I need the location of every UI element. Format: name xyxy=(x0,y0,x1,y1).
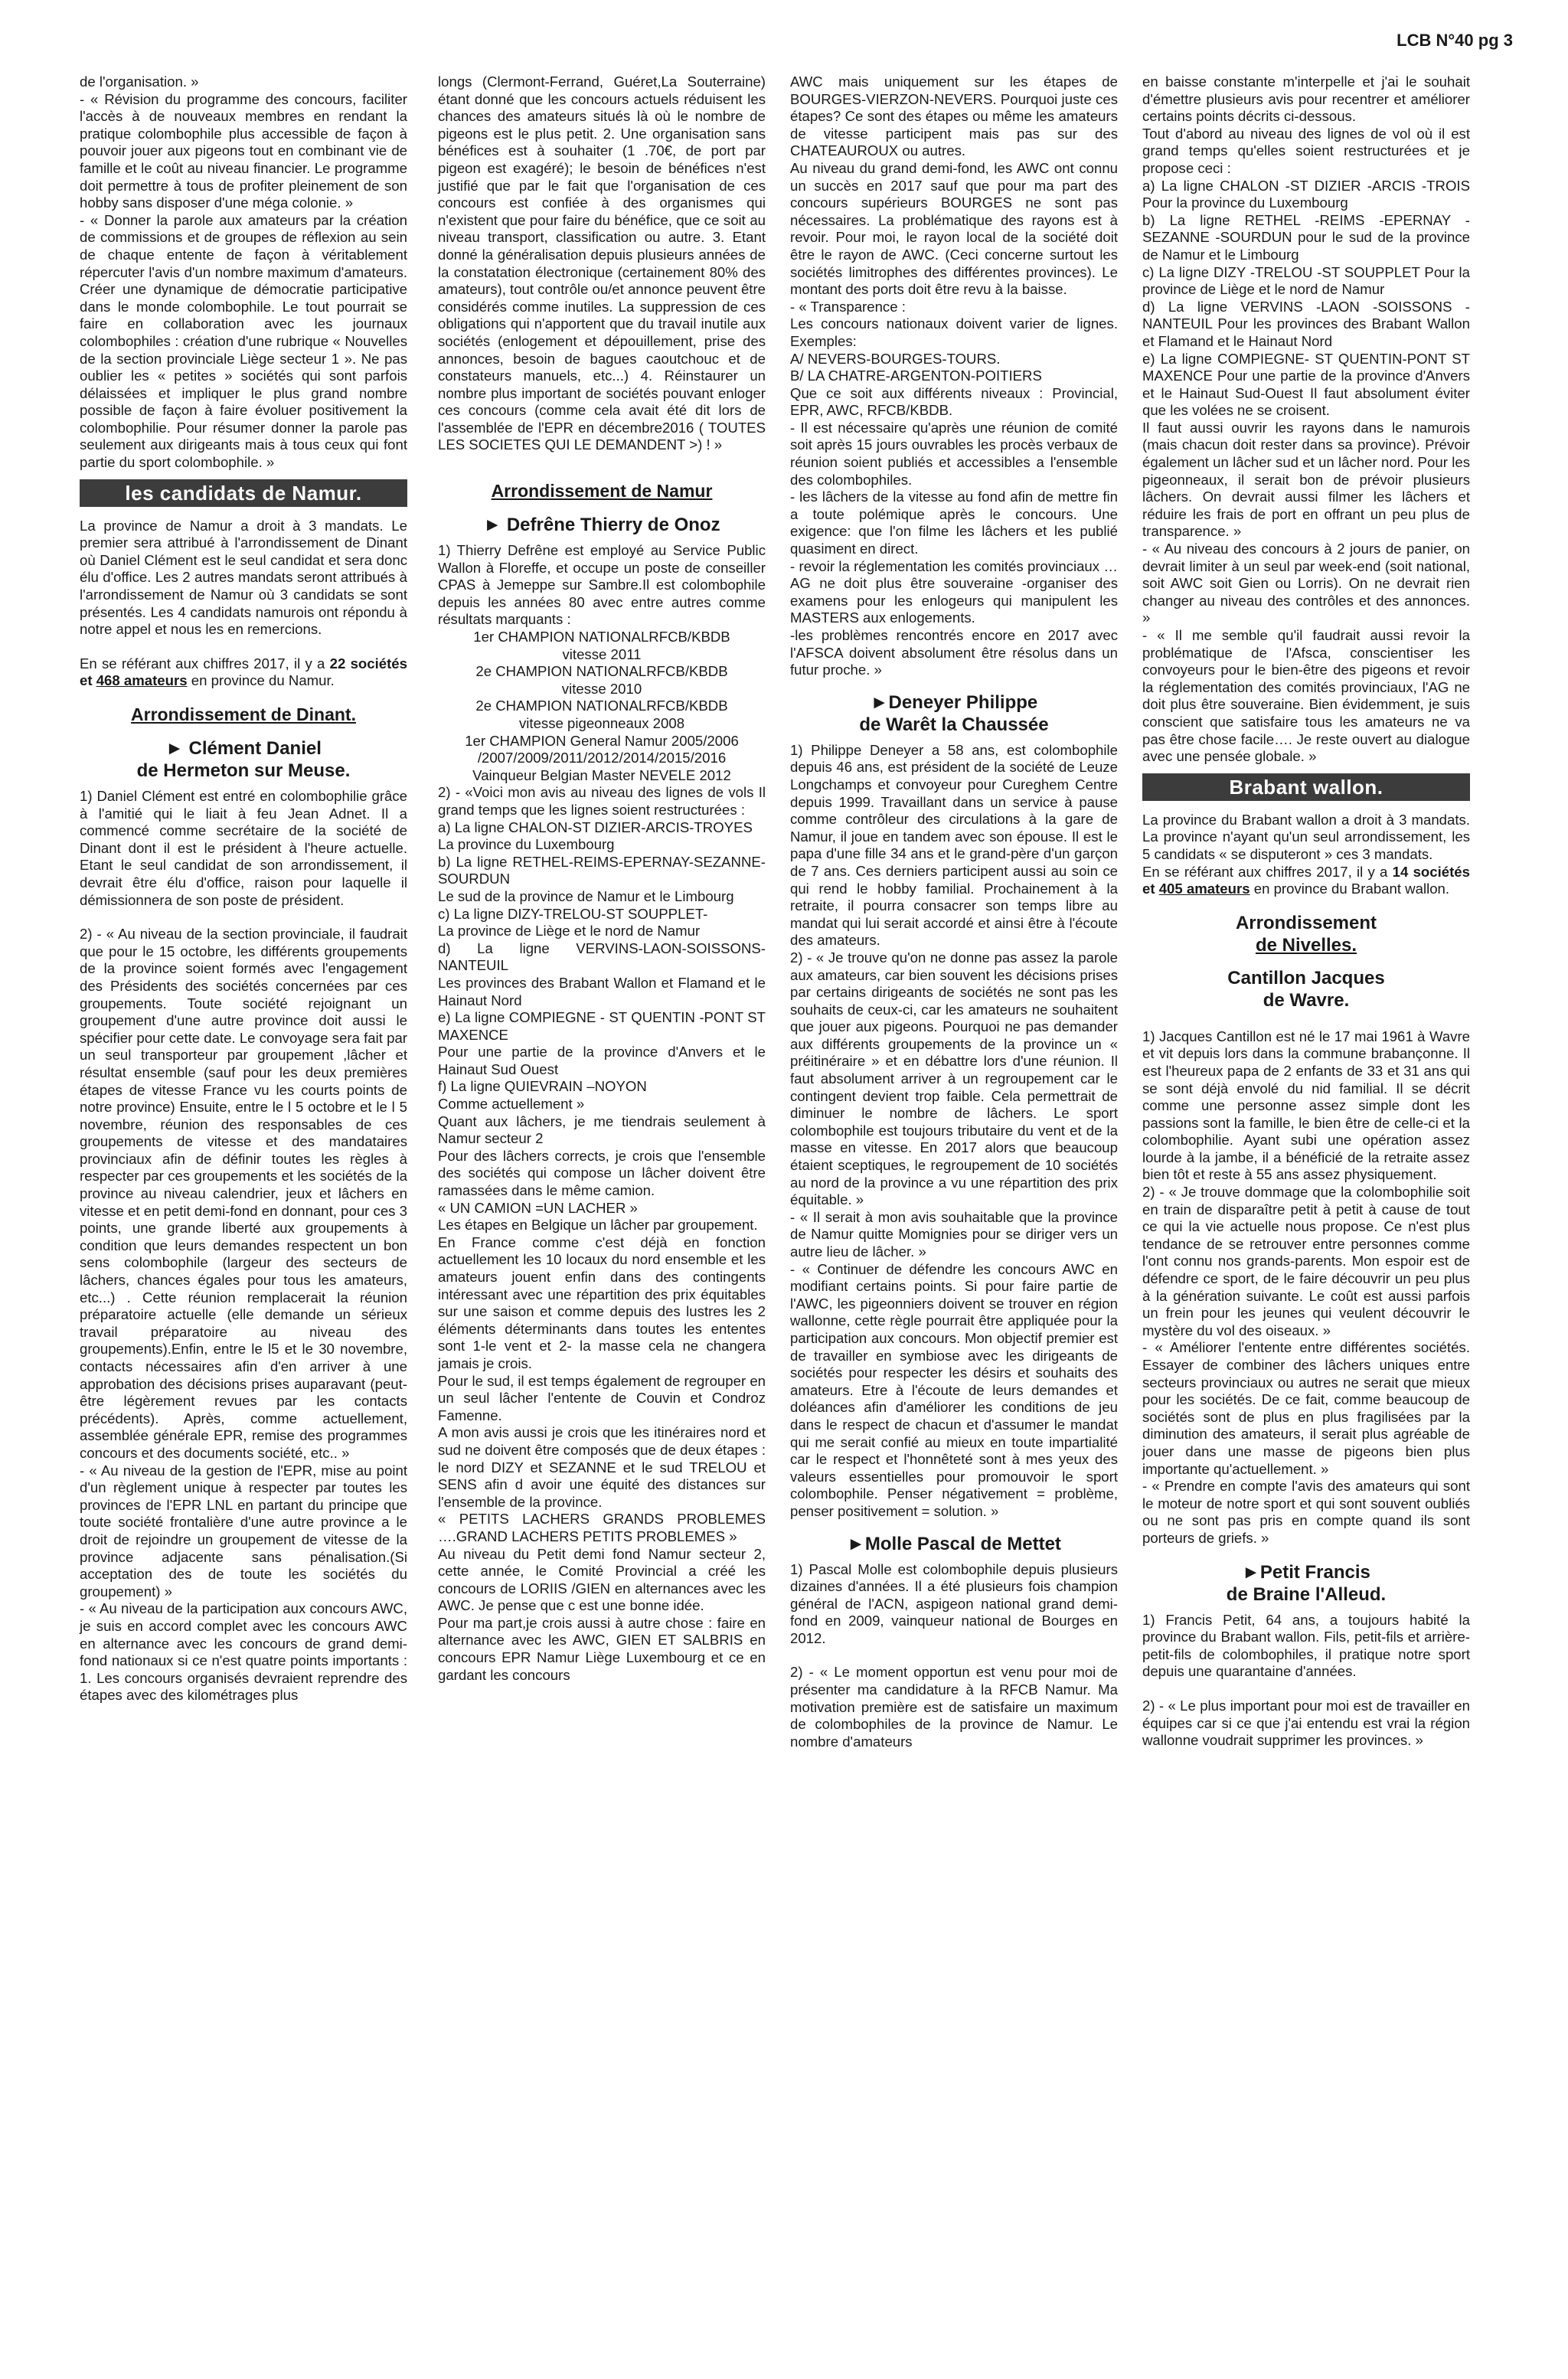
candidate-title xyxy=(1142,967,1470,1011)
section-banner-namur: les candidats de Namur. xyxy=(80,479,407,507)
candidate-name: ►Deneyer Philippe xyxy=(870,691,1038,713)
candidate-title xyxy=(80,737,407,782)
paragraph: A mon avis aussi je crois que les itinéraires nord et sud ne doivent être composés que de deux étapes : le nord DIZY et SEZANNE et le sud TRELOU et SENS afin d avoir une équité des distances sur l'ensemble de la province. xyxy=(438,1424,766,1510)
paragraph: « UN CAMION =UN LACHER » xyxy=(438,1199,638,1216)
paragraph: 1) Francis Petit, 64 ans, a toujours habité la province du Brabant wallon. Fils, petit-fils et arrière-petit-fils de colombophiles, il pratique notre sport depuis une quarantaine d'années. xyxy=(1142,1611,1470,1680)
candidate-name: ►Petit Francis xyxy=(1242,1561,1370,1583)
paragraph: - « Il me semble qu'il faudrait aussi revoir la problématique de l'Afsca, conscientiser les convoyeurs pour le bien-être des pigeons et revoir la réglementation des comités provinciaux, l'AG ne doit plus être souveraine. Bien évidemment, je suis conscient que satisfaire tous les amateurs ne va pas être chose facile…. Je reste ouvert au dialogue avec une pensée globale. » xyxy=(1142,627,1470,765)
paragraph: 1) Daniel Clément est entré en colombophilie grâce à l'amitié qui le liait à feu Jean Adnet. Il a commencé comme secrétaire de la société de Dinant dont il est le président à l'heure actuelle. Etant le seul candidat de son arrondissement, il devrait être élu d'office, raison pour laquelle il démissionnera de son poste de président. xyxy=(80,788,407,908)
line-item: c) La ligne DIZY-TRELOU-ST SOUPPLET- xyxy=(438,905,708,922)
paragraph: 1) Pascal Molle est colombophile depuis plusieurs dizaines d'années. Il a été plusieurs fois champion général de l'ACN, aspigeon national grand demi-fond en 2009, vainqueur national de Bourges en 2012. xyxy=(790,1560,1118,1646)
societies-count: 14 sociétés xyxy=(1392,863,1470,880)
line-item: e) La ligne COMPIEGNE- ST QUENTIN-PONT ST MAXENCE Pour une partie de la province d'Anvers et le Hainaut Sud-Ouest Il faut absolument éviter que les volées ne se croisent. xyxy=(1142,350,1470,419)
result-line: 1er CHAMPION NATIONALRFCB/KBDB xyxy=(473,629,730,645)
text: En se référant aux chiffres 2017, il y a xyxy=(80,655,330,672)
arrondissement-title: Arrondissement de Dinant. xyxy=(131,704,356,724)
text: et xyxy=(80,672,96,689)
amateurs-count: 405 amateurs xyxy=(1158,881,1250,897)
line-item: Le sud de la province de Namur et le Limbourg xyxy=(438,887,734,904)
result-line: Vainqueur Belgian Master NEVELE 2012 xyxy=(472,766,731,783)
amateurs-count: 468 amateurs xyxy=(96,672,188,689)
paragraph: Quant aux lâchers, je me tiendrais seulement à Namur secteur 2 xyxy=(438,1113,766,1147)
paragraph: 2) - « Je trouve dommage que la colombophilie soit en train de disparaître petit à petit à cause de tout ce qui la vie actuelle nous propose. Ce n'est plus tendance de se retrouver entre personnes comme l'ont connu nos grands-parents. Mon espoir est de défendre ce sport, de le faire découvrir un peu plus à la génération suivante. Le coût est aussi parfois un frein pour les jeunes qui veulent découvrir le mystère du vol des oiseaux. » xyxy=(1142,1184,1470,1338)
paragraph: « PETITS LACHERS GRANDS PROBLEMES ….GRAND LACHERS PETITS PROBLEMES » xyxy=(438,1511,766,1544)
section-banner-brabant: Brabant wallon. xyxy=(1142,773,1470,801)
candidate-title: ► Defrêne Thierry de Onoz xyxy=(483,515,720,536)
societies-count: 22 sociétés xyxy=(329,655,407,672)
candidate-title xyxy=(790,691,1118,736)
line-item: Comme actuellement » xyxy=(438,1096,585,1113)
paragraph: 2) - « Le moment opportun est venu pour moi de présenter ma candidature à la RFCB Namur. Ma motivation première est de satisfaire un maximum de colombophiles de la province de Namur. Le nombre d'amateurs xyxy=(790,1664,1118,1750)
line-item: Les provinces des Brabant Wallon et Flamand et le Hainaut Nord xyxy=(438,974,766,1008)
candidate-town: de Wavre. xyxy=(1263,989,1350,1011)
result-line: 2e CHAMPION NATIONALRFCB/KBDB xyxy=(475,698,728,714)
line-item: La province du Luxembourg xyxy=(438,836,615,853)
paragraph: La province du Brabant wallon a droit à 3 mandats. La province n'ayant qu'un seul arrondissement, les 5 candidats « se disputeront » ces 3 mandats. xyxy=(1142,811,1470,862)
column-4 xyxy=(1142,74,1470,1750)
candidate-title xyxy=(1142,1561,1470,1606)
paragraph: - « Prendre en compte l'avis des amateurs qui sont le moteur de notre sport et qui sont souvent oubliés ou ne sont pas pris en compte quand ils sont porteurs de griefs. » xyxy=(1142,1478,1470,1546)
paragraph: 1) Jacques Cantillon est né le 17 mai 1961 à Wavre et vit depuis lors dans la commune brabançonne. Il est l'heureux papa de 2 enfants de 33 et 31 ans qui se sont déjà envolé du nid familial. Il se décrit comme une personne assez simple dont les passions sont la famille, le bien être de celle-ci et la colombophilie. Ayant subi une opération assez lourde à la jambe, il a bénéficié de la retraite assez bien tôt et reste à 55 ans assez physiquement. xyxy=(1142,1028,1470,1183)
paragraph: 2) - « Le plus important pour moi est de travailler en équipes car si ce que j'ai entendu est vrai la région wallonne voudrait supprimer les provinces. » xyxy=(1142,1697,1470,1749)
paragraph: - Il est nécessaire qu'après une réunion de comité soit après 15 jours ouvrables les procès verbaux de réunion soient publiés et accessibles a l'ensemble des colombophiles. xyxy=(790,419,1118,488)
line-item: La province de Liège et le nord de Namur xyxy=(438,923,701,940)
page-label: LCB N°40 pg 3 xyxy=(1396,31,1513,50)
line-item: b) La ligne RETHEL -REIMS -EPERNAY -SEZANNE -SOURDUN pour le sud de la province de Namur et le Limbourg xyxy=(1142,211,1470,263)
result-line: vitesse 2010 xyxy=(561,680,642,697)
arrondissement-name: de Nivelles. xyxy=(1255,934,1357,956)
line-item: e) La ligne COMPIEGNE - ST QUENTIN -PONT ST MAXENCE xyxy=(438,1009,766,1043)
paragraph: - « Il serait à mon avis souhaitable que la province de Namur quitte Momignies pour se diriger vers un autre lieu de lâcher. » xyxy=(790,1208,1118,1260)
paragraph: - « Améliorer l'entente entre différentes sociétés. Essayer de combiner des lâchers uniques entre secteurs provinciaux ou autres ne serait que mieux pour les sociétés. De ce fait, comme beaucoup de sociétés sont de plus en plus fragilisées par la diminution des amateurs, il serait plus agréable de jouer dans une masse de pigeons bien plus importante qu'actuellement. » xyxy=(1142,1339,1470,1477)
candidate-town: de Hermeton sur Meuse. xyxy=(136,760,351,781)
result-line: vitesse pigeonneaux 2008 xyxy=(518,715,685,731)
result-line: 2e CHAMPION NATIONALRFCB/KBDB xyxy=(475,663,728,680)
arrondissement-name: Arrondissement xyxy=(1235,912,1377,933)
text: en province du Namur. xyxy=(187,672,335,689)
paragraph: Pour ma part,je crois aussi à autre chose : faire en alternance avec les AWC, GIEN ET SALBRIS en concours EPR Namur Liège Luxembourg et ce en gardant les concours xyxy=(438,1614,766,1683)
paragraph: - revoir la réglementation les comités provinciaux …AG ne doit plus être souveraine -organiser des examens pour les enlogeurs qui manipulent les MASTERS aux enlogements. xyxy=(790,557,1118,626)
line-item: b) La ligne RETHEL-REIMS-EPERNAY-SEZANNE-SOURDUN xyxy=(438,853,766,887)
paragraph: En France comme c'est déjà en fonction actuellement les 10 locaux du nord ensemble et les amateurs jouent enfin dans des contingents intéressant avec une répartition des prix équitables sur une saison et comme depuis des lustres les 2 éléments déterminants dans toutes les ententes sont 1-le vent et 2- la masse cela ne changera jamais je crois. xyxy=(438,1234,766,1371)
paragraph: 1) Thierry Defrêne est employé au Service Public Wallon à Floreffe, et occupe un poste de conseiller CPAS à Jemeppe sur Sambre.Il est colombophile depuis les années 80 avec entre autres comme résultats marquants : xyxy=(438,542,766,628)
paragraph: - « Au niveau de la participation aux concours AWC, je suis en accord complet avec les concours AWC en alternance avec les concours de grand demi-fond nationaux si ce n'est quatre points importants : 1. Les concours organisés devraient reprendre des étapes avec des kilométrages plus xyxy=(80,1600,407,1704)
paragraph: -les problèmes rencontrés encore en 2017 avec l'AFSCA doivent absolument être résolus dans un futur proche. » xyxy=(790,627,1118,678)
paragraph: - « Au niveau des concours à 2 jours de panier, on devrait limiter à un seul par week-end (soit national, soit AWC soit Gien ou Lorris). On ne devrait rien changer au niveau des contrôles et des annonces. » xyxy=(1142,541,1470,626)
paragraph: Pour le sud, il est temps également de regrouper en un seul lâcher l'entente de Couvin et Condroz Famenne. xyxy=(438,1372,766,1423)
paragraph: - « Continuer de défendre les concours AWC en modifiant certains points. Si pour faire partie de l'AWC, les pigeonniers doivent se trouver en région wallonne, cette règle pourrait être appliquée pour la participation aux concours. Mon objectif premier est de travailler en symbiose avec les dirigeants de sociétés pour respecter les désirs et souhaits des amateurs. Etre à l'écoute de leurs demandes et doléances afin d'améliorer les conditions de jeu dans le respect de chacun et d'assumer le mandat qui me serait confié au mieux en toute impartialité car le respect et l'honnêteté sont à mes yeux des valeurs essentielles pour promouvoir le sport colombophile. Penser négativement = problème, penser positivement = solution. » xyxy=(790,1260,1118,1519)
paragraph: Les étapes en Belgique un lâcher par groupement. xyxy=(438,1217,758,1234)
text: et xyxy=(1142,881,1159,897)
paragraph: - « Transparence : xyxy=(790,298,906,315)
candidate-name: Cantillon Jacques xyxy=(1227,967,1385,989)
line-item: c) La ligne DIZY -TRELOU -ST SOUPPLET Pour la province de Liège et le nord de Namur xyxy=(1142,263,1470,298)
paragraph: A/ NEVERS-BOURGES-TOURS. xyxy=(790,350,1001,367)
candidate-town: de Braine l'Alleud. xyxy=(1226,1583,1387,1605)
arrondissement-title: Arrondissement de Namur xyxy=(491,481,713,502)
paragraph: Au niveau du grand demi-fond, les AWC ont connu un succès en 2017 sauf que pour ma part des concours supérieurs BOURGES ne sont pas nécessaires. La problématique des rayons est à revoir. Pour moi, le rayon local de la société doit être le rayon de AWC. (Ceci concerne surtout les sociétés limitrophes des différentes provinces). Le montant des ports doit être revu à la baisse. xyxy=(790,159,1118,298)
paragraph: Au niveau du Petit demi fond Namur secteur 2, cette année, le Comité Provincial a créé les concours de LORIIS /GIEN en alternances avec les AWC. Je pense que c est une bonne idée. xyxy=(438,1545,766,1614)
candidate-town: de Warêt la Chaussée xyxy=(859,714,1049,735)
paragraph: - les lâchers de la vitesse au fond afin de mettre fin a toute polémique après le concours. Une exigence: que l'on filme les lâchers et les publié quasiment en direct. xyxy=(790,489,1118,557)
result-line: vitesse 2011 xyxy=(562,645,642,662)
text: En se référant aux chiffres 2017, il y a xyxy=(1142,863,1393,880)
candidate-title: ►Molle Pascal de Mettet xyxy=(847,1533,1061,1554)
result-line: /2007/2009/2011/2012/2014/2015/2016 xyxy=(477,750,727,766)
paragraph: - « Donner la parole aux amateurs par la création de commissions et de groupes de réflexion au sein de chaque entente de façon à véritablement répercuter l'avis d'un nombre maximum d'amateurs. Créer une dynamique de démocratie participative dans le monde colombophile. Le tout pourrait se faire en collaboration avec les journaux colombophiles : création d'une rubrique « Nouvelles de la section provinciale Liège secteur 1 ». Ne pas oublier les « petites » sociétés qui sont parfois délaissées et impliquer le plus grand nombre possible de façon à faire évoluer positivement la colombophilie. Pour résumer donner la parole pas seulement aux dirigeants mais à tous ceux qui font partie du sport colombophile. » xyxy=(80,211,407,471)
result-line: 1er CHAMPION General Namur 2005/2006 xyxy=(465,732,739,749)
column-3 xyxy=(790,74,1118,1750)
paragraph: Que ce soit aux différents niveaux : Provincial, EPR, AWC, RFCB/KBDB. xyxy=(790,384,1118,419)
line-item: f) La ligne QUIEVRAIN –NOYON xyxy=(438,1078,647,1095)
line-item: d) La ligne VERVINS -LAON -SOISSONS -NANTEUIL Pour les provinces des Brabant Wallon et Flamand et le Hainaut Nord xyxy=(1142,298,1470,349)
paragraph: Les concours nationaux doivent varier de lignes. Exemples: xyxy=(790,315,1118,349)
results-list xyxy=(438,629,766,784)
paragraph: de l'organisation. » xyxy=(80,74,199,90)
line-item: d) La ligne VERVINS-LAON-SOISSONS-NANTEUIL xyxy=(438,940,766,974)
paragraph: B/ LA CHATRE-ARGENTON-POITIERS xyxy=(790,368,1042,384)
paragraph: longs (Clermont-Ferrand, Guéret,La Souterraine) étant donné que les concours actuels réduisent les chances des amateurs situés là où le nombre de pigeons est le plus petit. 2. Une organisation sans bénéfices est à souhaiter (1 .70€, de port par pigeon est exagéré); le besoin de bénéfices n'est justifié que par le fait que l'organisation de ces concours est confiée à des organismes qui n'existent que pour faire du bénéfice, que ce soit au niveau transport, classification ou autre. 3. Etant donné la généralisation depuis plusieurs années de la constatation électronique (certainement 80% des amateurs), tout contrôle ou/et annonce peuvent être considérés comme inutiles. La suppression de ces obligations qui n'apportent que du travail inutile aux sociétés (enlogement et dépouillement, prise des annonces, besoin de bagues caoutchouc et de constateurs manuels, etc...) 4. Réinstaurer un nombre plus important de sociétés pouvant enloger ces concours (comme cela avait été dit lors de l'assemblée de l'EPR en décembre2016 ( TOUTES LES SOCIETES QUI LE DEMANDENT >) ! » xyxy=(438,74,766,453)
stats-paragraph xyxy=(1142,864,1470,898)
paragraph: La province de Namur a droit à 3 mandats. Le premier sera attribué à l'arrondissement de Dinant où Daniel Clément est le seul candidat et sera donc élu d'office. Les 2 autres mandats seront attribués à l'arrondissement de Namur où 3 candidats se sont présentés. Les 4 candidats namurois ont répondu à notre appel et nous les en remercions. xyxy=(80,517,407,638)
column-2 xyxy=(438,74,766,1684)
paragraph: Pour des lâchers corrects, je crois que l'ensemble des sociétés qui compose un lâcher doivent être ramassées dans le même camion. xyxy=(438,1147,766,1199)
paragraph: en baisse constante m'interpelle et j'ai le souhait d'émettre plusieurs avis pour recentrer et améliorer certains points décrits ci-dessous. xyxy=(1142,74,1470,125)
paragraph: AWC mais uniquement sur les étapes de BOURGES-VIERZON-NEVERS. Pourquoi juste ces étapes? Ce sont des étapes ou même les amateurs de vitesse participent mais pas sur des CHATEAUROUX ou autres. xyxy=(790,74,1118,159)
paragraph: Il faut aussi ouvrir les rayons dans le namurois (mais chacun doit rester dans sa province). Prévoir également un lâcher sud et un lâcher nord. Pour les pigeonneaux, il serait bon de prévoir plusieurs lâchers. On devrait aussi filmer les lâchers et réduire les frais de port en offrant un peu plus de transparence. » xyxy=(1142,419,1470,540)
stats-paragraph xyxy=(80,655,407,690)
paragraph: 1) Philippe Deneyer a 58 ans, est colombophile depuis 46 ans, est président de la société de Leuze Longchamps et convoyeur pour Cureghem Centre depuis 1999. Travaillant dans un service à pause comme contrôleur des circulations à la gare de Namur, il joue en tandem avec son épouse. Il est le papa d'une fille 34 ans et le grand-père d'un garçon de 7 ans. Ces derniers participent aussi au soin ce qui rend le hobby familial. Prochainement à la retraite, il pourra consacrer son temps libre au mandat qui lui serait accordé et ainsi être à l'écoute des amateurs. xyxy=(790,741,1118,949)
line-item: a) La ligne CHALON-ST DIZIER-ARCIS-TROYES xyxy=(438,819,753,835)
article-columns xyxy=(80,74,1488,2363)
paragraph: - « Au niveau de la gestion de l'EPR, mise au point d'un règlement unique à respecter par toutes les provinces de l'EPR LNL en partant du principe que toute société frontalière d'une autre province a le droit de rejoindre un groupement de vitesse de la province adjacente sans pénalisation.(Si acceptation des de toute les sociétés du groupement) » xyxy=(80,1462,407,1600)
column-1 xyxy=(80,74,407,1704)
line-item: a) La ligne CHALON -ST DIZIER -ARCIS -TROIS Pour la province du Luxembourg xyxy=(1142,177,1470,211)
paragraph: 2) - «Voici mon avis au niveau des lignes de vols Il grand temps que les lignes soient restructurées : xyxy=(438,784,766,818)
paragraph: 2) - « Je trouve qu'on ne donne pas assez la parole aux amateurs, car bien souvent les décisions prises par certains dirigeants de sociétés ne sont pas les souhaits de ceux-ci, car les amateurs ne souhaitent que jouer aux pigeons. Pourquoi ne pas demander aux différents groupements de la province un « préitinéraire » et en débattre lors d'une réunion. Il faut absolument arriver à un regroupement car le contingent devient trop faible. Cela permettrait de diminuer le nombre de lâchers. Le sport colombophile est toujours tributaire du vent et de la masse en vitesse. En 2017 alors que beaucoup étaient sceptiques, le regroupement de 10 sociétés au nord de la province a vu une répartition des prix équitable. » xyxy=(790,949,1118,1208)
line-item: Pour une partie de la province d'Anvers et le Hainaut Sud Ouest xyxy=(438,1044,766,1077)
paragraph: 2) - « Au niveau de la section provinciale, il faudrait que pour le 15 octobre, les différents groupements de la province soient formés avec l'engagement des Présidents des sociétés concernées par ces groupements. Toute société rejoignant un groupement d'une autre province doit aussi le spécifier pour cette date. Le convoyage sera fait par un seul transporteur par groupement ,lâcher et résultat ensemble (sauf pour les deux premières étapes de vitesse France vu les courts points de notre province) Ensuite, entre le l 5 octobre et le l 5 novembre, réunion des responsables de ces groupements de vitesse et des mandataires provinciaux afin de définir toutes les règles à respecter par ces groupements et les sociétés de la province au niveau calendrier, jeux et lâchers en vitesse et en petit demi-fond en donnant, pour ces 3 points, une grande liberté aux groupements à condition que leurs demandes respectent un bon sens colombophile (largeur des secteurs de lâchers, chances égales pour tous les amateurs, etc...) . Cette réunion remplacerait la réunion préparatoire actuelle (elle demande un sérieux travail préparatoire au niveau des groupements).Enfin, entre le l5 et le 30 novembre, contacts nécessaires afin d'en arriver à une approbation des décisions prises auparavant (peut-être légèrement revues par les contacts précédents). Après, comme actuellement, assemblée générale EPR, remise des programmes concours et des documents société, etc.. » xyxy=(80,926,407,1461)
arrondissement-title xyxy=(1142,912,1470,956)
text: en province du Brabant wallon. xyxy=(1250,881,1450,897)
paragraph: - « Révision du programme des concours, faciliter l'accès à de nouveaux membres en rendant la pratique colombophile plus accessible de façon à pouvoir jouer aux pigeons tout en combinant vie de famille et le coût au niveau financier. Le programme doit permettre à tous de profiter pleinement de son hobby sans disposer d'une méga colonie. » xyxy=(80,90,407,211)
candidate-name: ► Clément Daniel xyxy=(165,738,322,759)
paragraph: Tout d'abord au niveau des lignes de vol où il est grand temps qu'elles soient restructurées et je propose ceci : xyxy=(1142,125,1470,176)
